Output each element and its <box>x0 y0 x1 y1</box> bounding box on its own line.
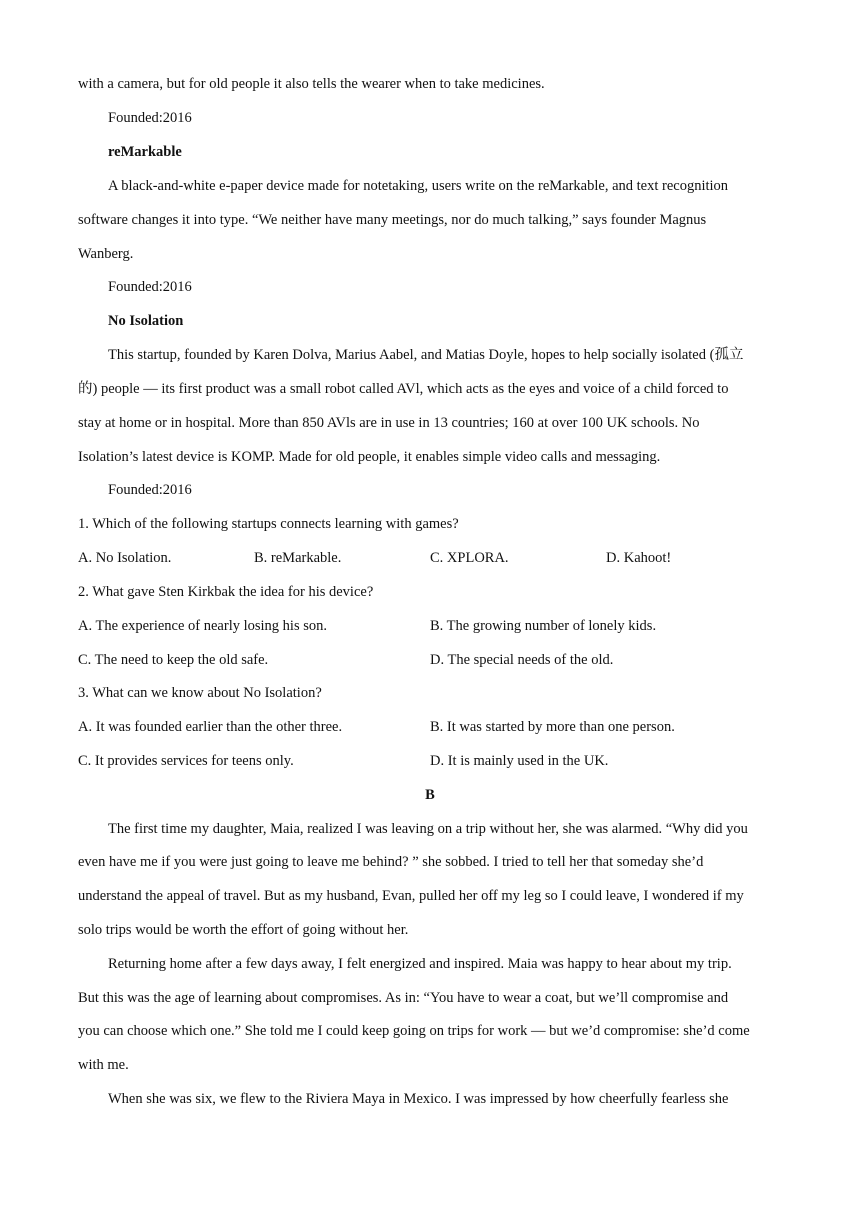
passage-line: Returning home after a few days away, I felt energized and inspired. Maia was happy to hear about my trip. <box>108 956 732 972</box>
text-line: stay at home or in hospital. More than 850 AVls are in use in 13 countries; 160 at over 100 UK schools. No <box>78 415 700 431</box>
question-2-option-d: D. The special needs of the old. <box>430 652 614 668</box>
passage-line: even have me if you were just going to leave me behind? ” she sobbed. I tried to tell her that someday she’d <box>78 854 704 870</box>
text-line: A black-and-white e-paper device made for notetaking, users write on the reMarkable, and text recognition <box>108 178 729 194</box>
passage-line: understand the appeal of travel. But as my husband, Evan, pulled her off my leg so I could leave, I wondered if my <box>78 888 744 904</box>
text-line: 的) people — its first product was a small robot called AVl, which acts as the eyes and voice of a child forced to <box>78 381 729 397</box>
text-line: Isolation’s latest device is KOMP. Made for old people, it enables simple video calls and messaging. <box>78 449 661 465</box>
question-1-stem: 1. Which of the following startups connects learning with games? <box>78 516 459 532</box>
question-2-option-c: C. The need to keep the old safe. <box>78 652 269 668</box>
text-line: Wanberg. <box>78 246 134 262</box>
question-3-option-a: A. It was founded earlier than the other three. <box>78 719 343 735</box>
founded-line: Founded:2016 <box>108 110 192 126</box>
passage-line: When she was six, we flew to the Riviera Maya in Mexico. I was impressed by how cheerfully fearless she <box>108 1091 729 1107</box>
text-line: This startup, founded by Karen Dolva, Marius Aabel, and Matias Doyle, hopes to help socially isolated (孤立 <box>108 347 744 363</box>
startup-heading-no-isolation: No Isolation <box>108 313 184 329</box>
passage-line: solo trips would be worth the effort of going without her. <box>78 922 409 938</box>
section-heading: B <box>425 787 435 803</box>
question-2-option-b: B. The growing number of lonely kids. <box>430 618 657 634</box>
passage-line: with me. <box>78 1057 129 1073</box>
question-1-option-d: D. Kahoot! <box>606 550 672 566</box>
question-3-option-c: C. It provides services for teens only. <box>78 753 294 769</box>
passage-line: But this was the age of learning about compromises. As in: “You have to wear a coat, but we’ll compromise and <box>78 990 729 1006</box>
question-2-option-a: A. The experience of nearly losing his son. <box>78 618 327 634</box>
founded-line: Founded:2016 <box>108 279 192 295</box>
question-1-option-b: B. reMarkable. <box>254 550 342 566</box>
passage-line: you can choose which one.” She told me I could keep going on trips for work — but we’d compromise: she’d come <box>78 1023 750 1039</box>
passage-line: The first time my daughter, Maia, realized I was leaving on a trip without her, she was alarmed. “Why did you <box>108 821 748 837</box>
question-1-option-a: A. No Isolation. <box>78 550 172 566</box>
question-1-option-c: C. XPLORA. <box>430 550 509 566</box>
text-line: software changes it into type. “We neither have many meetings, nor do much talking,” says founder Magnus <box>78 212 707 228</box>
question-3-stem: 3. What can we know about No Isolation? <box>78 685 322 701</box>
founded-line: Founded:2016 <box>108 482 192 498</box>
question-2-stem: 2. What gave Sten Kirkbak the idea for his device? <box>78 584 374 600</box>
startup-heading-remarkable: reMarkable <box>108 144 182 160</box>
text-line: with a camera, but for old people it also tells the wearer when to take medicines. <box>78 76 545 92</box>
question-3-option-d: D. It is mainly used in the UK. <box>430 753 609 769</box>
question-3-option-b: B. It was started by more than one person. <box>430 719 675 735</box>
